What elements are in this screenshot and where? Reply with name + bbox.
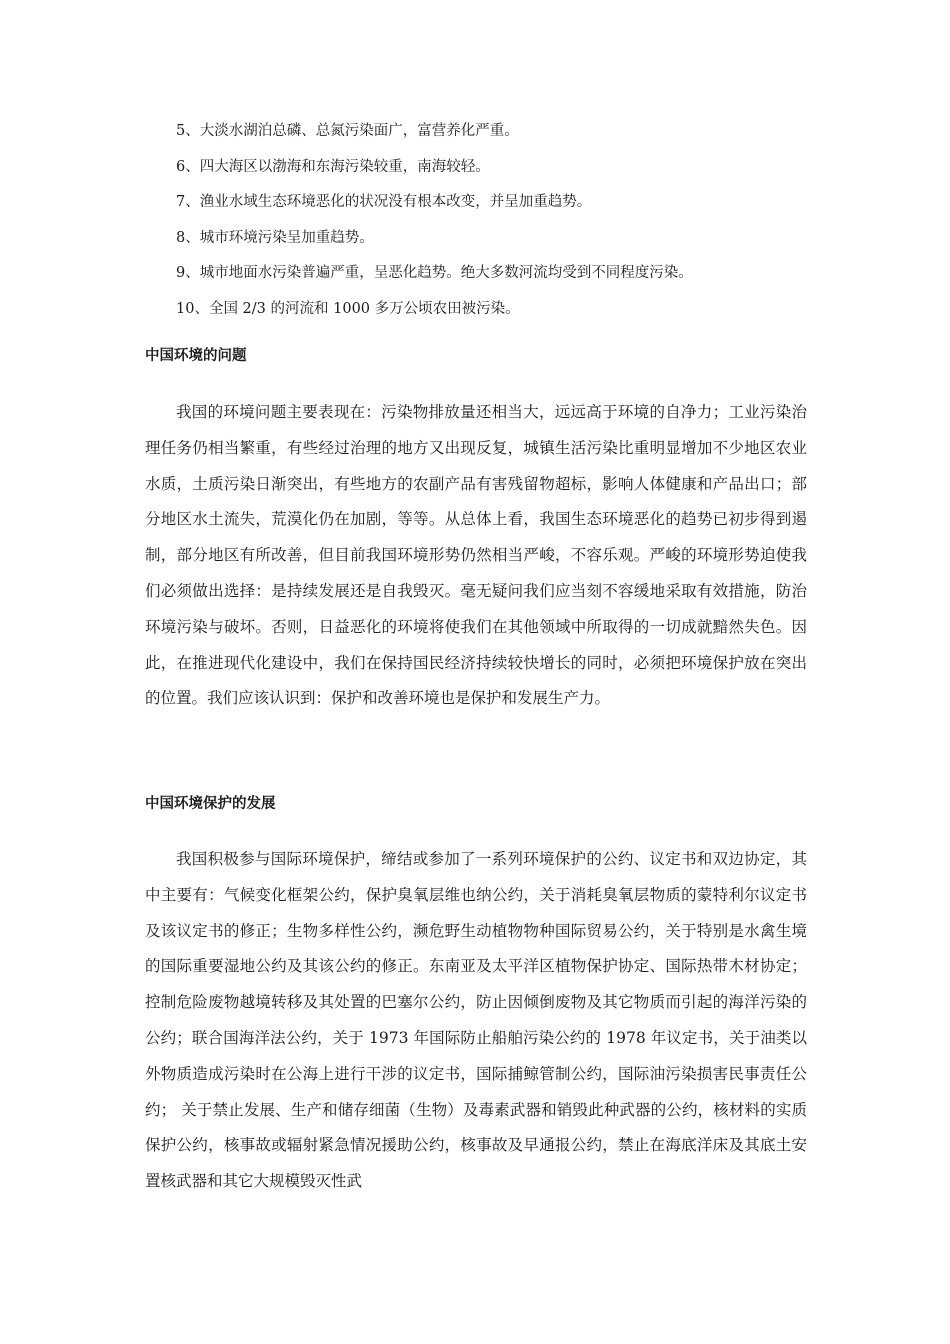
list-item: 5、大淡水湖泊总磷、总氮污染面广，富营养化严重。 bbox=[176, 123, 519, 139]
list-item: 8、城市环境污染呈加重趋势。 bbox=[176, 229, 374, 246]
list-item: 7、渔业水域生态环境恶化的状况没有根本改变，并呈加重趋势。 bbox=[176, 194, 592, 210]
list-item: 10、全国 2/3 的河流和 1000 多万公顷农田被污染。 bbox=[176, 300, 520, 317]
pollution-list bbox=[176, 114, 836, 327]
list-item: 6、四大海区以渤海和东海污染较重，南海较轻。 bbox=[176, 158, 490, 175]
section-heading-china-environment-problems: 中国环境的问题 bbox=[145, 348, 247, 364]
list-item: 9、城市地面水污染普遍严重，呈恶化趋势。绝大多数河流均受到不同程度污染。 bbox=[176, 265, 693, 281]
section-paragraph-china-environment-problems: 我国的环境问题主要表现在：污染物排放量还相当大，远远高于环境的自净力；工业污染治理任务仍相当繁重，有些经过治理的地方又出现反复，城镇生活污染比重明显增加不少地区农业水质，土质污染日渐突出，有些地方的农副产品有害残留物超标，影响人体健康和产品出口；部分地区水土流失，荒漠化仍在加剧，等等。从总体上看，我国生态环境恶化的趋势已初步得到遏制，部分地区有所改善，但目前我国环境形势仍然相当严峻，不容乐观。严峻的环境形势迫使我们必须做出选择：是持续发展还是自我毁灭。毫无疑问我们应当刻不容缓地采取有效措施，防治环境污染与破坏。否则，日益恶化的环境将使我们在其他领域中所取得的一切成就黯然失色。因此，在推进现代化建设中，我们在保持国民经济持续较快增长的同时，必须把环境保护放在突出的位置。我们应该认识到：保护和改善环境也是保护和发展生产力。 bbox=[145, 403, 807, 708]
section-heading-environment-protection-development: 中国环境保护的发展 bbox=[145, 796, 276, 812]
section-paragraph-environment-protection-development: 我国积极参与国际环境保护，缔结或参加了一系列环境保护的公约、议定书和双边协定，其中主要有：气候变化框架公约，保护臭氧层维也纳公约，关于消耗臭氧层物质的蒙特利尔议定书及该议定书的修正；生物多样性公约，濒危野生动植物物种国际贸易公约，关于特别是水禽生境的国际重要湿地公约及其该公约的修正。东南亚及太平洋区植物保护协定、国际热带木材协定； 控制危险废物越境转移及其处置的巴塞尔公约，防止因倾倒废物及其它物质而引起的海洋污染的公约；联合国海洋法公约，关于 1973 年国际防止船舶污染公约的 1978 年议定书，关于油类以外物质造成污染时在公海上进行干涉的议定书，国际捕鲸管制公约，国际油污染损害民事责任公约； 关于禁止发展、生产和储存细菌（生物）及毒素武器和销毁此种武器的公约，核材料的实质保护公约，核事故或辐射紧急情况援助公约，核事故及早通报公约，禁止在海底洋床及其底土安置核武器和其它大规模毁灭性武 bbox=[145, 850, 807, 1191]
